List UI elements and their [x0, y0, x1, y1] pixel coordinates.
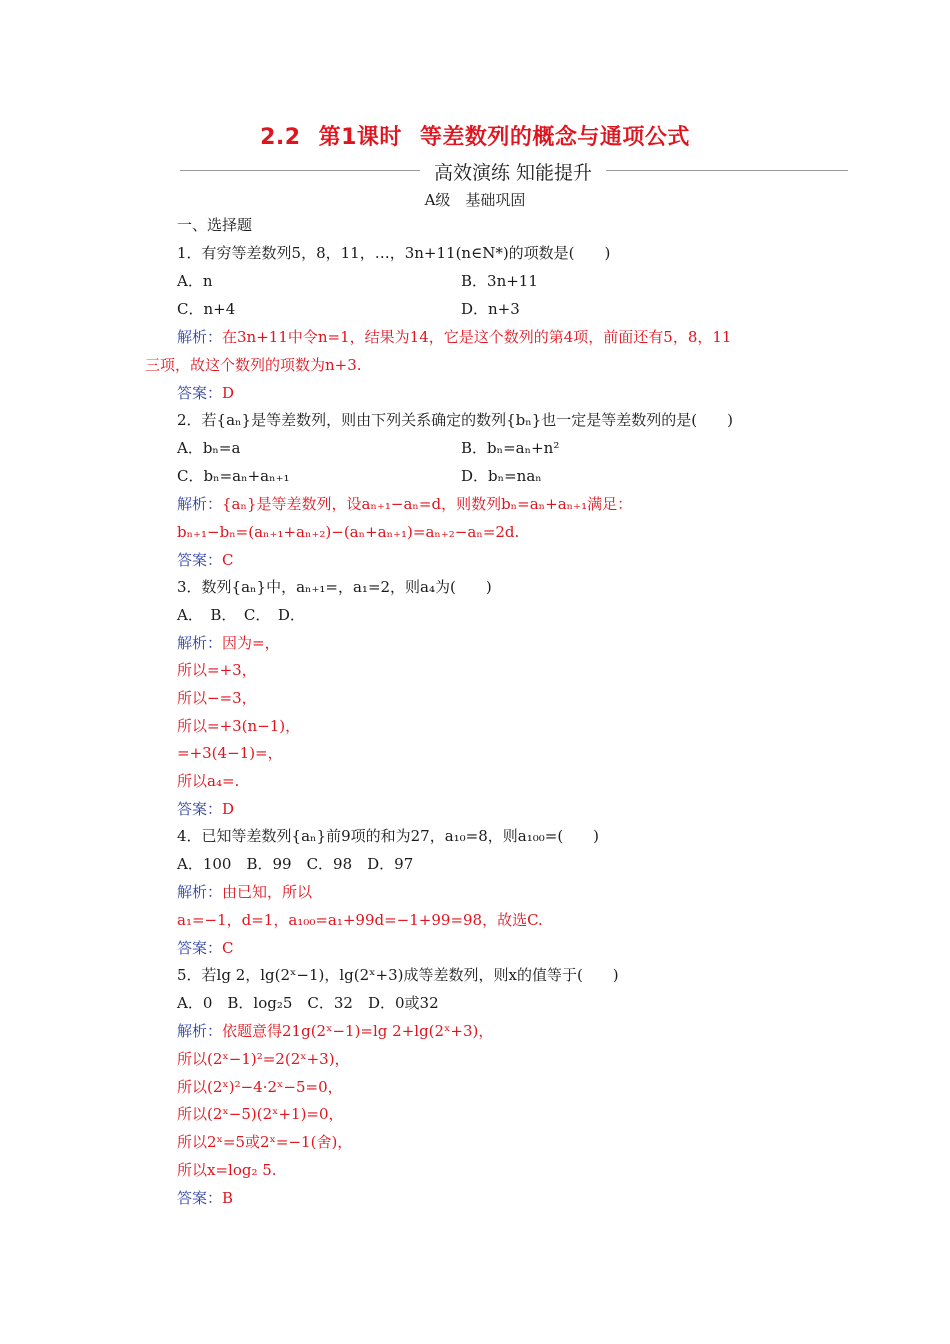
q3-answer	[177, 799, 234, 819]
q4-stem: 4．已知等差数列{aₙ}前9项的和为27，a₁₀=8，则a₁₀₀=( )	[177, 827, 600, 845]
q1-option-a: A．n	[177, 272, 213, 290]
q5-answer	[177, 1188, 233, 1208]
q3-analysis-text: 因为=，	[222, 634, 280, 652]
q3-options: A． B． C． D．	[177, 606, 305, 624]
q3-answer-label: 答案：	[177, 800, 223, 818]
q3-analysis-step: 所以=+3(n−1)，	[177, 717, 301, 735]
title-lesson: 第1课时	[318, 125, 402, 150]
q3-answer-value: D	[222, 800, 235, 818]
q1-analysis-label: 解析：	[177, 328, 223, 346]
banner-rule-right	[606, 170, 848, 171]
q2-analysis-text: {aₙ}是等差数列，设aₙ₊₁−aₙ=d，则数列bₙ=aₙ+aₙ₊₁满足：	[222, 495, 633, 513]
q5-analysis-label: 解析：	[177, 1022, 223, 1040]
q1-stem: 1．有穷等差数列5，8，11，…，3n+11(n∈N*)的项数是( )	[177, 244, 611, 262]
q1-option-d: D．n+3	[461, 300, 520, 318]
q1-analysis-cont: 三项，故这个数列的项数为n+3.	[145, 356, 362, 374]
q3-analysis	[177, 633, 280, 653]
q4-answer	[177, 938, 234, 958]
q4-answer-value: C	[222, 939, 234, 957]
q1-answer-value: D	[222, 384, 235, 402]
q4-analysis-label: 解析：	[177, 883, 223, 901]
q5-analysis-text: 依题意得21g(2ˣ−1)=lg 2+lg(2ˣ+3)，	[222, 1022, 494, 1040]
q4-analysis-text: 由已知，所以	[222, 883, 313, 901]
q2-option-b: B．bₙ=aₙ+n²	[461, 439, 560, 457]
q4-analysis	[177, 882, 312, 902]
q1-answer	[177, 383, 234, 403]
q3-analysis-step: 所以=+3，	[177, 661, 257, 679]
q3-analysis-step: 所以a₄=.	[177, 772, 240, 790]
q2-stem: 2．若{aₙ}是等差数列，则由下列关系确定的数列{bₙ}也一定是等差数列的是( )	[177, 411, 733, 429]
q5-analysis-step: 所以(2ˣ)²−4·2ˣ−5=0，	[177, 1078, 343, 1096]
q5-analysis-step: 所以(2ˣ−1)²=2(2ˣ+3)，	[177, 1050, 350, 1068]
banner-text: 高效演练 知能提升	[433, 162, 593, 184]
q2-answer	[177, 550, 234, 570]
q1-analysis-text: 在3n+11中令n=1，结果为14，它是这个数列的第4项，前面还有5，8，11	[222, 328, 732, 346]
q4-answer-label: 答案：	[177, 939, 223, 957]
q4-options: A．100 B．99 C．98 D．97	[177, 855, 414, 873]
level-heading: A级 基础巩固	[424, 191, 526, 209]
q1-option-b: B．3n+11	[461, 272, 538, 290]
q3-analysis-label: 解析：	[177, 634, 223, 652]
q1-option-c: C．n+4	[177, 300, 236, 318]
q5-stem: 5．若lg 2，lg(2ˣ−1)，lg(2ˣ+3)成等差数列，则x的值等于( )	[177, 966, 619, 984]
section-banner	[180, 158, 848, 184]
q3-stem: 3．数列{aₙ}中，aₙ₊₁=，a₁=2，则a₄为( )	[177, 578, 492, 596]
q2-option-d: D．bₙ=naₙ	[461, 467, 542, 485]
q5-analysis-step: 所以2ˣ=5或2ˣ=−1(舍)，	[177, 1133, 353, 1151]
title-topic: 等差数列的概念与通项公式	[419, 125, 690, 150]
q1-analysis	[177, 327, 731, 347]
title-section-number: 2.2	[260, 125, 301, 150]
q3-analysis-step: =+3(4−1)=，	[177, 744, 283, 762]
q5-answer-label: 答案：	[177, 1189, 223, 1207]
q3-analysis-step: 所以−=3，	[177, 689, 257, 707]
q5-options: A．0 B．log₂5 C．32 D．0或32	[177, 994, 439, 1012]
q5-answer-value: B	[222, 1189, 234, 1207]
q5-analysis-step: 所以x=log₂ 5.	[177, 1161, 277, 1179]
q2-answer-value: C	[222, 551, 234, 569]
q5-analysis-step: 所以(2ˣ−5)(2ˣ+1)=0，	[177, 1105, 344, 1123]
page-title	[0, 120, 950, 151]
banner-rule-left	[180, 170, 420, 171]
q2-answer-label: 答案：	[177, 551, 223, 569]
q5-analysis	[177, 1021, 493, 1041]
q1-answer-label: 答案：	[177, 384, 223, 402]
q2-option-c: C．bₙ=aₙ+aₙ₊₁	[177, 467, 290, 485]
q2-option-a: A．bₙ=a	[177, 439, 241, 457]
q2-analysis	[177, 494, 632, 514]
q2-analysis-formula: bₙ₊₁−bₙ=(aₙ₊₁+aₙ₊₂)−(aₙ+aₙ₊₁)=aₙ₊₂−aₙ=2d.	[177, 523, 520, 541]
q4-analysis-step: a₁=−1，d=1，a₁₀₀=a₁+99d=−1+99=98，故选C.	[177, 911, 543, 929]
section-heading: 一、选择题	[177, 216, 253, 234]
q2-analysis-label: 解析：	[177, 495, 223, 513]
